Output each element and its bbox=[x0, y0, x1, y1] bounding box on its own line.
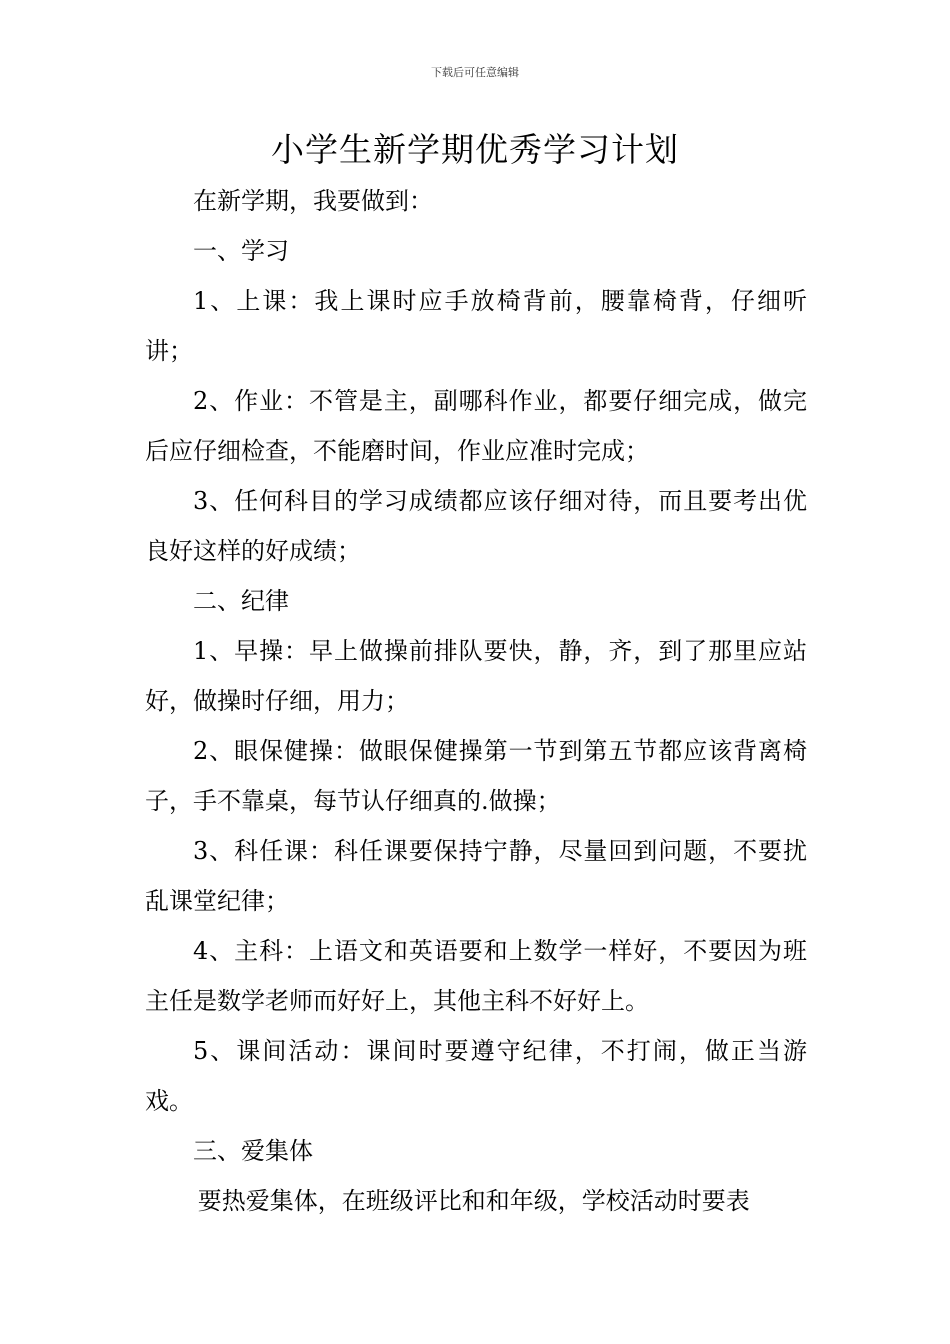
paragraph-study-class: 1、上课：我上课时应手放椅背前，腰靠椅背，仔细听讲； bbox=[145, 287, 807, 365]
section-heading-discipline: 二、纪律 bbox=[193, 587, 289, 615]
paragraph-discipline-recess: 5、课间活动：课间时要遵守纪律，不打闹，做正当游戏。 bbox=[145, 1037, 807, 1115]
paragraph-discipline-elective-class: 3、科任课：科任课要保持宁静，尽量回到问题，不要扰乱课堂纪律； bbox=[145, 837, 807, 915]
paragraph-discipline-eye-exercise: 2、眼保健操：做眼保健操第一节到第五节都应该背离椅子，手不靠桌，每节认仔细真的.做操； bbox=[145, 737, 807, 815]
paragraph-intro: 在新学期，我要做到： bbox=[193, 187, 433, 215]
section-heading-collective: 三、爱集体 bbox=[193, 1137, 313, 1165]
section-heading-study: 一、学习 bbox=[193, 237, 289, 265]
paragraph-discipline-main-subjects: 4、主科：上语文和英语要和上数学一样好，不要因为班主任是数学老师而好好上，其他主科不好好上。 bbox=[145, 937, 807, 1015]
paragraph-collective: 要热爱集体，在班级评比和和年级，学校活动时要表 bbox=[197, 1187, 750, 1215]
paragraph-study-homework: 2、作业：不管是主，副哪科作业，都要仔细完成，做完后应仔细检查，不能磨时间，作业应准时完成； bbox=[145, 387, 807, 465]
page-header: 下载后可任意编辑 bbox=[431, 66, 519, 79]
document-body bbox=[145, 176, 807, 1226]
document-title: 小学生新学期优秀学习计划 bbox=[271, 130, 679, 169]
paragraph-discipline-morning-exercise: 1、早操：早上做操前排队要快，静，齐，到了那里应站好，做操时仔细，用力； bbox=[145, 637, 807, 715]
paragraph-study-grades: 3、任何科目的学习成绩都应该仔细对待，而且要考出优良好这样的好成绩； bbox=[145, 487, 807, 565]
